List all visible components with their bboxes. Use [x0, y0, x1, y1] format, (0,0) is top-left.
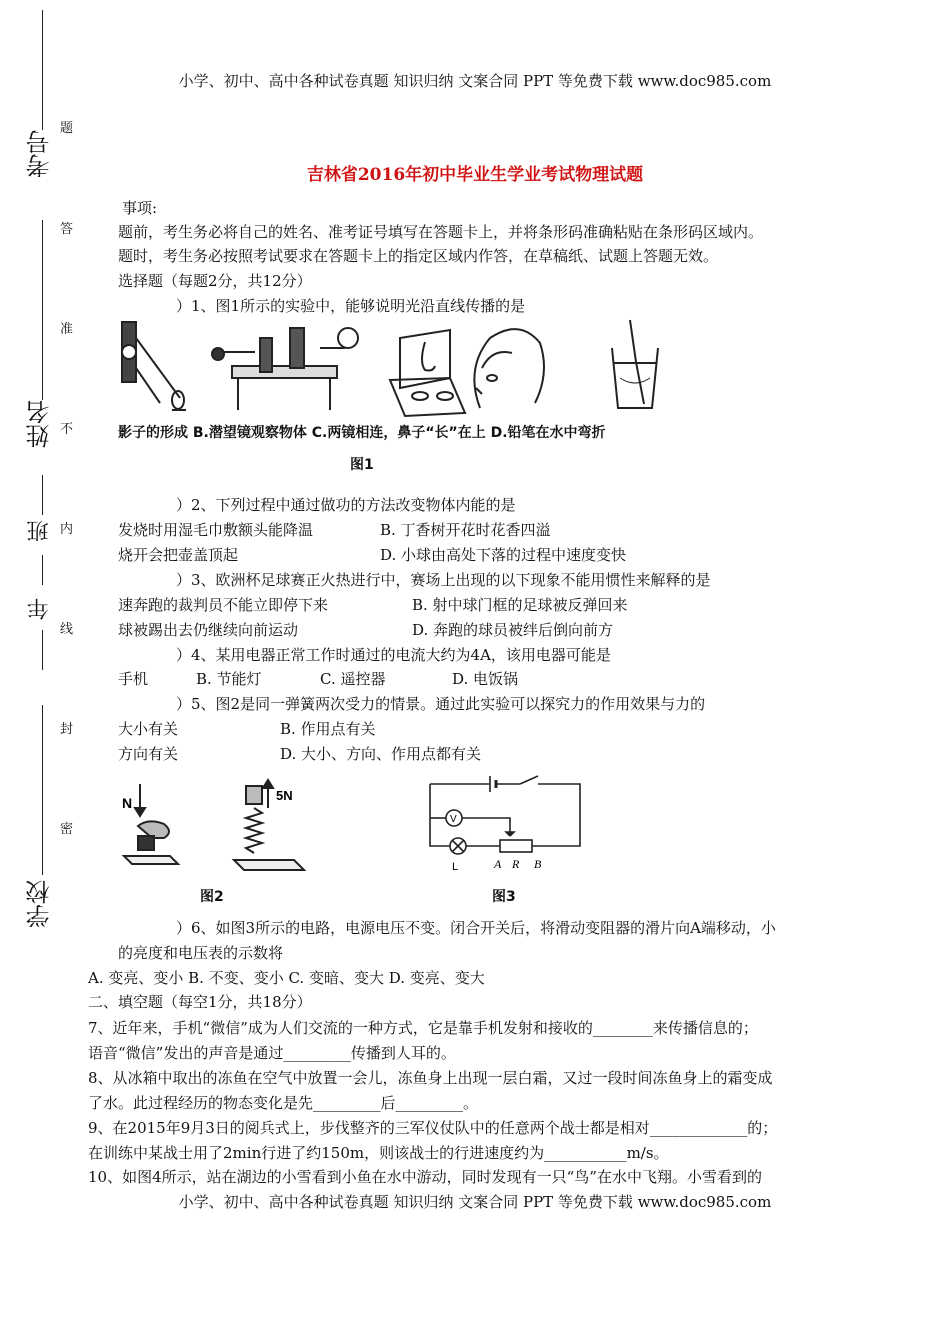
q7-line-1: 7、近年来，手机“微信”成为人们交流的一种方式，它是靠手机发射和接收的________来传播信息的；	[88, 1019, 758, 1037]
fig1c-mirror-nose-drawing	[390, 330, 465, 416]
q6-stem-continued: 的亮度和电压表的示数将	[118, 944, 284, 962]
q5-option-c: 方向有关	[118, 745, 179, 763]
seal-char-1: 题	[60, 121, 74, 136]
margin-field-grade: 年	[27, 598, 52, 620]
q3-stem: ）3、欧洲杯足球赛正火热进行中，赛场上出现的以下现象不能用惯性来解释的是	[176, 571, 711, 589]
section2-heading: 二、填空题（每空1分，共18分）	[88, 993, 312, 1011]
q7-line-2: 语音“微信”发出的声音是通过_________传播到人耳的。	[88, 1044, 456, 1062]
figure-1-label: 图1	[350, 457, 374, 473]
fig3-label-b: B	[534, 857, 542, 871]
q3-option-d: D. 奔跑的球员被绊后倒向前方	[412, 621, 614, 639]
q8-line-1: 8、从冰箱中取出的冻鱼在空气中放置一会儿，冻鱼身上出现一层白霜，又过一段时间冻鱼身上的霜变成	[88, 1069, 773, 1087]
page-header: 小学、初中、高中各种试卷真题 知识归纳 文案合同 PPT 等免费下载 www.doc985.com	[178, 72, 772, 90]
q5-option-b: B. 作用点有关	[280, 720, 376, 738]
q3-option-b: B. 射中球门框的足球被反弹回来	[412, 596, 628, 614]
q4-option-a: 手机	[118, 670, 149, 688]
q8-line-2: 了水。此过程经历的物态变化是先_________后_________。	[88, 1094, 479, 1112]
q4-option-c: C. 遥控器	[320, 670, 386, 688]
fig1d-pencil-glass-drawing	[612, 320, 658, 408]
figure-3-label: 图3	[492, 889, 516, 905]
seal-char-8: 密	[60, 822, 74, 837]
q5-stem: ）5、图2是同一弹簧两次受力的情景。通过此实验可以探究力的作用效果与力的	[176, 695, 706, 713]
q6-options: A. 变亮、变小 B. 不变、变小 C. 变暗、变大 D. 变亮、变大	[88, 969, 485, 987]
margin-line-2	[42, 220, 43, 400]
margin-field-exam-number: 考号	[26, 130, 54, 178]
q3-option-c: 球被踢出去仍继续向前运动	[118, 621, 299, 639]
seal-char-7: 封	[60, 722, 74, 737]
q2-option-a: 发烧时用湿毛巾敷额头能降温	[118, 521, 314, 539]
q10-line-1: 10、如图4所示，站在湖边的小雪看到小鱼在水中游动，同时发现有一只“鸟”在水中飞翔。小雪看到的	[88, 1168, 762, 1186]
figure-2-springs	[118, 778, 318, 878]
fig3-voltmeter-label: V	[450, 814, 457, 825]
fig1c-face-drawing	[474, 329, 544, 408]
seal-char-6: 线	[60, 622, 74, 637]
seal-char-4: 不	[60, 422, 74, 437]
q2-option-c: 烧开会把壶盖顶起	[118, 546, 239, 564]
fig3-label-r: R	[512, 857, 520, 871]
margin-line-5	[42, 630, 43, 670]
q9-line-1: 9、在2015年9月3日的阅兵式上，步伐整齐的三军仪仗队中的任意两个战士都是相对_____________的；	[88, 1119, 778, 1137]
seal-char-5: 内	[60, 522, 74, 537]
q6-stem: ）6、如图3所示的电路，电源电压不变。闭合开关后，将滑动变阻器的滑片向A端移动，小	[176, 919, 776, 937]
fig3-label-a: A	[494, 857, 502, 871]
seal-char-2: 答	[60, 222, 74, 237]
q2-stem: ）2、下列过程中通过做功的方法改变物体内能的是	[176, 496, 516, 514]
figure-3-circuit	[420, 774, 590, 884]
notice-heading: 事项:	[122, 199, 158, 217]
section1-heading: 选择题（每题2分，共12分）	[118, 272, 312, 290]
fig2-left-force-label: N	[122, 795, 133, 811]
q3-option-a: 速奔跑的裁判员不能立即停下来	[118, 596, 329, 614]
fig1b-periscope-drawing	[212, 328, 358, 410]
q2-option-d: D. 小球由高处下落的过程中速度变快	[380, 546, 627, 564]
q9-line-2: 在训练中某战士用了2min行进了约150m，则该战士的行进速度约为___________m/s。	[88, 1144, 669, 1162]
figure-2-label: 图2	[200, 889, 224, 905]
q1-stem: ）1、图1所示的实验中，能够说明光沿直线传播的是	[176, 297, 526, 315]
page-footer: 小学、初中、高中各种试卷真题 知识归纳 文案合同 PPT 等免费下载 www.doc985.com	[178, 1193, 772, 1211]
margin-line-4	[42, 555, 43, 585]
figure-1-option-captions: 影子的形成 B.潜望镜观察物体 C.两镜相连，鼻子“长”在上 D.铅笔在水中弯折	[118, 425, 606, 441]
figure-1-illustrations	[120, 318, 720, 418]
fig1a-shadow-drawing	[122, 322, 186, 410]
q4-option-b: B. 节能灯	[196, 670, 262, 688]
notice-item-1: 题前，考生务必将自己的姓名、准考证号填写在答题卡上，并将条形码准确粘贴在条形码区域内。	[118, 223, 764, 241]
q4-stem: ）4、某用电器正常工作时通过的电流大约为4A，该用电器可能是	[176, 646, 611, 664]
margin-line-6	[42, 705, 43, 875]
seal-char-3: 准	[60, 322, 74, 337]
page-title: 吉林省2016年初中毕业生学业考试物理试题	[306, 165, 644, 185]
q5-option-d: D. 大小、方向、作用点都有关	[280, 745, 482, 763]
q2-option-b: B. 丁香树开花时花香四溢	[380, 521, 551, 539]
notice-item-2: 题时，考生务必按照考试要求在答题卡上的指定区域内作答，在草稿纸、试题上答题无效。	[118, 247, 719, 265]
fig3-label-l: L	[452, 861, 459, 873]
q4-option-d: D. 电饭锅	[452, 670, 519, 688]
q5-option-a: 大小有关	[118, 720, 179, 738]
margin-line-3	[42, 475, 43, 515]
fig2-right-force-label: 5N	[276, 788, 293, 803]
margin-field-name: 姓名	[26, 400, 54, 448]
margin-field-school: 学校	[26, 880, 54, 928]
margin-field-class: 班	[27, 520, 52, 542]
